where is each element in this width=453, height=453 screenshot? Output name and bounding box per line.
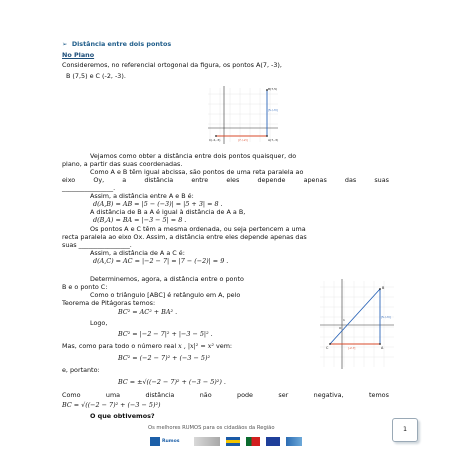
label-dist-ab: |5-(-3)| bbox=[381, 315, 391, 319]
p1-line-1: Vejamos como obter a distância entre dois pontos quaisquer, do bbox=[90, 152, 297, 160]
madeira-flag-icon bbox=[226, 437, 240, 446]
word: distância bbox=[144, 176, 174, 184]
intro-line-2: B (7,5) e C (-2, -3). bbox=[66, 72, 126, 80]
p7-line-1: Determinemos, agora, a distância entre o ponto bbox=[90, 275, 244, 283]
point-c-dot bbox=[329, 343, 331, 345]
equation-2: d(B,A) = BA = |−3 − 5| = 8 . bbox=[93, 216, 187, 224]
eu-flag-icon bbox=[266, 437, 280, 446]
label-c: C(-2,-3) bbox=[209, 138, 221, 142]
p2-line-3: ________________. bbox=[62, 184, 116, 192]
point-c-dot bbox=[215, 135, 217, 137]
equation-3: d(A,C) = AC = |−2 − 7| = |7 − (−2)| = 9 . bbox=[93, 257, 229, 265]
p11: e, portanto: bbox=[62, 366, 100, 374]
word: apenas bbox=[303, 176, 327, 184]
p13-question: O que obtivemos? bbox=[90, 412, 155, 420]
word: eixo bbox=[62, 176, 76, 184]
label-tick-1: 1 bbox=[343, 318, 345, 322]
word: das bbox=[344, 176, 357, 184]
p10-formula: x , |x|² = x² bbox=[178, 342, 214, 350]
word: eles bbox=[226, 176, 240, 184]
page-number-box bbox=[392, 418, 418, 442]
page-number: 1 bbox=[402, 425, 408, 433]
word: depende bbox=[257, 176, 286, 184]
label-a: A(7,-3) bbox=[268, 138, 279, 142]
program-logo bbox=[194, 437, 220, 446]
word: Oy, bbox=[93, 176, 105, 184]
p7-line-2: B e o ponto C: bbox=[62, 283, 108, 291]
subsection-title: No Plano bbox=[62, 51, 95, 59]
section-title: Distância entre dois pontos bbox=[71, 40, 172, 48]
word: uma bbox=[105, 391, 121, 399]
rumos-emblem-icon bbox=[150, 437, 160, 446]
label-b: B(7,5) bbox=[268, 87, 278, 91]
p5-line-3: suas ________________. bbox=[62, 241, 132, 249]
segment-cb bbox=[330, 289, 380, 344]
figure-1-coordinate-plane bbox=[206, 84, 282, 146]
word: temos bbox=[369, 391, 389, 399]
label-c: C bbox=[326, 346, 329, 350]
word: suas bbox=[374, 176, 389, 184]
p5-line-1: Os pontos A e C têm a mesma ordenada, ou seja pertencem a uma bbox=[90, 225, 306, 233]
p5-line-2: recta paralela ao eixo Ox. Assim, a distância entre eles depende apenas das bbox=[62, 233, 307, 241]
equation-7: BC = ±√((−2 − 7)² + (−3 − 5)²) . bbox=[118, 378, 226, 386]
word: entre bbox=[191, 176, 209, 184]
word: ser bbox=[278, 391, 289, 399]
word: não bbox=[199, 391, 212, 399]
word: pode bbox=[237, 391, 253, 399]
equation-5: BC² = |−2 − 7|² + |−3 − 5|² . bbox=[118, 330, 213, 338]
word: distância bbox=[145, 391, 175, 399]
equation-8: BC = √((−2 − 7)² + (−3 − 5)²) bbox=[62, 401, 161, 409]
p2-line-1: Como A e B têm igual abcissa, são pontos de uma reta paralela ao bbox=[90, 168, 304, 176]
rumos-logo-text: Rumos bbox=[162, 439, 180, 444]
label-dist-ca: |7-(-2)| bbox=[238, 138, 248, 142]
section-heading bbox=[62, 41, 171, 49]
label-origin: O bbox=[339, 326, 342, 330]
word: Como bbox=[62, 391, 81, 399]
point-b-dot bbox=[379, 288, 381, 290]
p4: A distância de B a A é igual à distância de A a B, bbox=[90, 208, 246, 216]
bullet-arrow-icon: ➢ bbox=[62, 40, 68, 48]
label-b: B bbox=[382, 286, 385, 290]
word: negativa, bbox=[313, 391, 344, 399]
p12 bbox=[62, 392, 389, 400]
equation-4: BC² = AC² + BA² . bbox=[118, 308, 178, 316]
portugal-flag-icon bbox=[246, 437, 260, 446]
figure-2-triangle-plot bbox=[318, 277, 396, 372]
label-dist-ab: |5-(-3)| bbox=[268, 108, 278, 112]
p10 bbox=[62, 343, 232, 351]
p8-line-1: Como o triângulo [ABC] é retângulo em A, pelo bbox=[90, 291, 241, 299]
p9: Logo, bbox=[90, 319, 108, 327]
equation-6: BC² = (−2 − 7)² + (−3 − 5)² bbox=[118, 354, 211, 362]
p6: Assim, a distância de A a C é: bbox=[90, 249, 185, 257]
footer-logos bbox=[150, 437, 315, 447]
point-a-dot bbox=[379, 343, 381, 345]
point-a-dot bbox=[266, 135, 268, 137]
esf-logo bbox=[286, 437, 302, 446]
p10-text-a: Mas, como para todo o número real bbox=[62, 342, 177, 350]
p1-line-2: plano, a partir das suas coordenadas. bbox=[62, 160, 183, 168]
p10-text-c: vem: bbox=[215, 342, 233, 350]
p8-line-2: Teorema de Pitágoras temos: bbox=[62, 299, 156, 307]
p3: Assim, a distância entre A e B é: bbox=[90, 192, 194, 200]
label-dist-ca: |-2-7| bbox=[348, 346, 356, 350]
intro-line-1: Consideremos, no referencial ortogonal da figura, os pontos A(7, -3), bbox=[62, 61, 282, 69]
word: a bbox=[122, 176, 127, 184]
footer-text: Os melhores RUMOS para os cidadãos da Região bbox=[148, 425, 275, 431]
equation-1: d(A,B) = AB = |5 − (−3)| = |5 + 3| = 8 . bbox=[93, 200, 223, 208]
label-a: A bbox=[381, 346, 384, 350]
